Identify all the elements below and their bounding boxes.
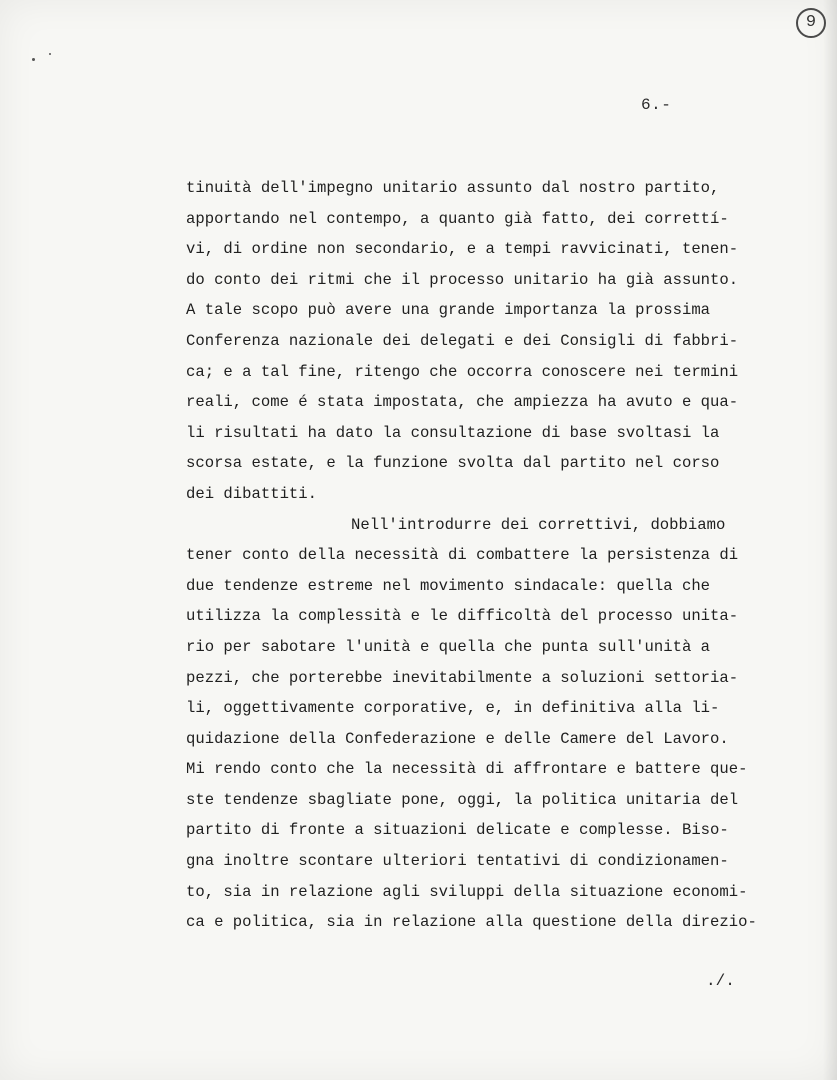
text-line: do conto dei ritmi che il processo unitario ha già assunto. (186, 270, 739, 289)
text-line: Mi rendo conto che la necessità di affrontare e battere que- (186, 760, 748, 779)
page-number: 6.- (641, 96, 672, 114)
text-line: ca e politica, sia in relazione alla questione della direzio- (186, 913, 757, 932)
text-line: dei dibattiti. (186, 484, 318, 503)
text-line: utilizza la complessità e le difficoltà del processo unita- (186, 607, 739, 626)
paragraph (186, 173, 786, 510)
text-line: quidazione della Confederazione e delle Camere del Lavoro. (186, 729, 729, 748)
text-line: tener conto della necessità di combattere la persistenza di (186, 546, 739, 565)
text-line: li, oggettivamente corporative, e, in definitiva alla li- (186, 699, 720, 718)
text-line: scorsa estate, e la funzione svolta dal partito nel corso (186, 454, 720, 473)
text-line: Nell'introdurre dei correttivi, dobbiamo (351, 515, 726, 534)
text-line: gna inoltre scontare ulteriori tentativi di condizionamen- (186, 852, 729, 871)
text-line: li risultati ha dato la consultazione di base svoltasi la (186, 423, 720, 442)
text-line: to, sia in relazione agli sviluppi della situazione economi- (186, 882, 748, 901)
body-text (186, 173, 786, 938)
continuation-mark: ./. (706, 972, 735, 990)
text-line: partito di fronte a situazioni delicate e complesse. Biso- (186, 821, 729, 840)
text-line: reali, come é stata impostata, che ampiezza ha avuto e qua- (186, 393, 739, 412)
text-line: apportando nel contempo, a quanto già fatto, dei correttí- (186, 209, 729, 228)
text-line: pezzi, che porterebbe inevitabilmente a soluzioni settoria- (186, 668, 739, 687)
text-line: A tale scopo può avere una grande importanza la prossima (186, 301, 711, 320)
paper-speck (32, 58, 35, 61)
circled-sheet-number: 9 (796, 8, 826, 38)
text-line: ca; e a tal fine, ritengo che occorra conoscere nei termini (186, 362, 739, 381)
paper-speck (49, 53, 51, 55)
page-edge-shadow (823, 0, 837, 1080)
text-line: ste tendenze sbagliate pone, oggi, la politica unitaria del (186, 790, 739, 809)
text-line: rio per sabotare l'unità e quella che punta sull'unità a (186, 637, 711, 656)
text-line: vi, di ordine non secondario, e a tempi ravvicinati, tenen- (186, 240, 739, 259)
paragraph (186, 510, 786, 938)
text-line: Conferenza nazionale dei delegati e dei Consigli di fabbri- (186, 331, 739, 350)
text-line: due tendenze estreme nel movimento sindacale: quella che (186, 576, 711, 595)
text-line: tinuità dell'impegno unitario assunto dal nostro partito, (186, 179, 720, 197)
